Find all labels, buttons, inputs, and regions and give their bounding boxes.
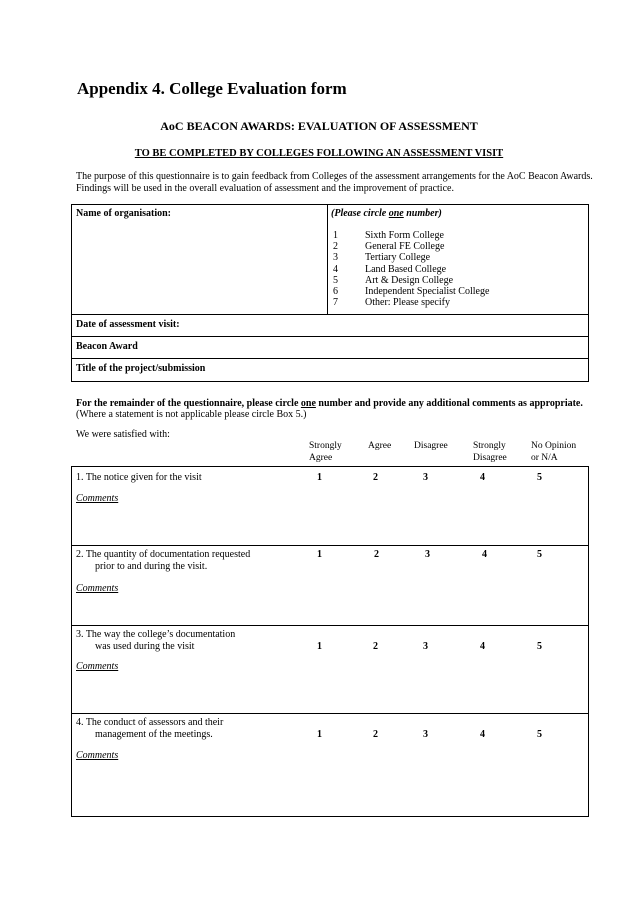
question-2-text: 2. The quantity of documentation requested — [76, 549, 251, 560]
scale-header-strongly-agree: Strongly Agree — [309, 441, 342, 463]
table-border-right — [588, 204, 589, 382]
question-4-text: 4. The conduct of assessors and their — [76, 717, 224, 728]
rating-option[interactable]: 5 — [537, 549, 542, 560]
intro-line-2: Findings will be used in the overall evaluation of assessment and the improvement of practice. — [76, 183, 454, 194]
table-divider — [71, 713, 589, 714]
table-column-divider — [327, 204, 328, 315]
rating-option[interactable]: 5 — [537, 641, 542, 652]
rating-option[interactable]: 1 — [317, 472, 322, 483]
scale-header-strongly-disagree: Strongly Disagree — [473, 441, 507, 463]
form-instruction: TO BE COMPLETED BY COLLEGES FOLLOWING AN ASSESSMENT VISIT — [134, 148, 504, 159]
table-divider — [71, 314, 589, 315]
organisation-name-label: Name of organisation: — [76, 208, 171, 219]
college-type-number[interactable]: 7 — [333, 297, 338, 308]
question-1-comments-label: Comments — [76, 493, 119, 504]
college-type-label: Independent Specialist College — [365, 286, 490, 297]
rating-option[interactable]: 3 — [423, 472, 428, 483]
intro-line-1: The purpose of this questionnaire is to gain feedback from Colleges of the assessment arrangements for the AoC Beacon Awards. — [76, 171, 593, 182]
college-type-label: Art & Design College — [365, 275, 454, 286]
rating-option[interactable]: 1 — [317, 641, 322, 652]
rating-option[interactable]: 5 — [537, 729, 542, 740]
table-divider — [71, 625, 589, 626]
question-3-text: 3. The way the college’s documentation — [76, 629, 236, 640]
table-border-bottom — [71, 816, 589, 817]
question-2-text-cont: prior to and during the visit. — [95, 561, 208, 572]
beacon-award-label: Beacon Award — [76, 341, 138, 352]
table-border-right — [588, 466, 589, 817]
college-type-label: Sixth Form College — [365, 230, 444, 241]
scale-header-no-opinion: No Opinion or N/A — [531, 441, 577, 463]
table-border-bottom — [71, 381, 589, 382]
rating-option[interactable]: 4 — [480, 729, 485, 740]
remainder-instruction: For the remainder of the questionnaire, please circle one number and provide any additional comments as appropriate. — [76, 398, 583, 409]
date-of-visit-label: Date of assessment visit: — [76, 319, 180, 330]
rating-option[interactable]: 4 — [480, 472, 485, 483]
project-title-label: Title of the project/submission — [76, 363, 206, 374]
rating-option[interactable]: 5 — [537, 472, 542, 483]
rating-option[interactable]: 2 — [373, 641, 378, 652]
scale-header-disagree: Disagree — [414, 441, 448, 451]
rating-option[interactable]: 1 — [317, 729, 322, 740]
satisfied-with-label: We were satisfied with: — [76, 429, 170, 440]
rating-option[interactable]: 2 — [373, 472, 378, 483]
question-3-comments-label: Comments — [76, 661, 119, 672]
question-1-text: 1. The notice given for the visit — [76, 472, 202, 483]
question-4-comments-label: Comments — [76, 750, 119, 761]
college-type-label: Other: Please specify — [365, 297, 450, 308]
not-applicable-note: (Where a statement is not applicable please circle Box 5.) — [76, 409, 307, 420]
table-border-top — [71, 466, 589, 467]
intro-paragraph — [76, 171, 596, 195]
scale-header-agree: Agree — [368, 441, 392, 451]
question-2-comments-label: Comments — [76, 583, 119, 594]
table-border-top — [71, 204, 589, 205]
college-type-number[interactable]: 3 — [333, 252, 338, 263]
rating-option[interactable]: 3 — [425, 549, 430, 560]
rating-option[interactable]: 2 — [373, 729, 378, 740]
college-type-number[interactable]: 4 — [333, 264, 338, 275]
table-border-left — [71, 204, 72, 382]
table-divider — [71, 358, 589, 359]
question-3-text-cont: was used during the visit — [95, 641, 195, 652]
rating-option[interactable]: 4 — [480, 641, 485, 652]
page-title: Appendix 4. College Evaluation form — [77, 79, 347, 98]
rating-option[interactable]: 2 — [374, 549, 379, 560]
rating-option[interactable]: 3 — [423, 641, 428, 652]
college-type-number[interactable]: 1 — [333, 230, 338, 241]
college-type-label: Land Based College — [365, 264, 447, 275]
college-type-number[interactable]: 6 — [333, 286, 338, 297]
form-subtitle: AoC BEACON AWARDS: EVALUATION OF ASSESSMENT — [160, 119, 478, 133]
table-divider — [71, 336, 589, 337]
question-4-text-cont: management of the meetings. — [95, 729, 213, 740]
college-type-number[interactable]: 5 — [333, 275, 338, 286]
circle-instruction: (Please circle one number) — [331, 208, 442, 219]
rating-option[interactable]: 4 — [482, 549, 487, 560]
college-type-number[interactable]: 2 — [333, 241, 338, 252]
table-border-left — [71, 466, 72, 817]
rating-option[interactable]: 1 — [317, 549, 322, 560]
college-type-label: Tertiary College — [365, 252, 431, 263]
table-divider — [71, 545, 589, 546]
rating-option[interactable]: 3 — [423, 729, 428, 740]
college-type-label: General FE College — [365, 241, 445, 252]
